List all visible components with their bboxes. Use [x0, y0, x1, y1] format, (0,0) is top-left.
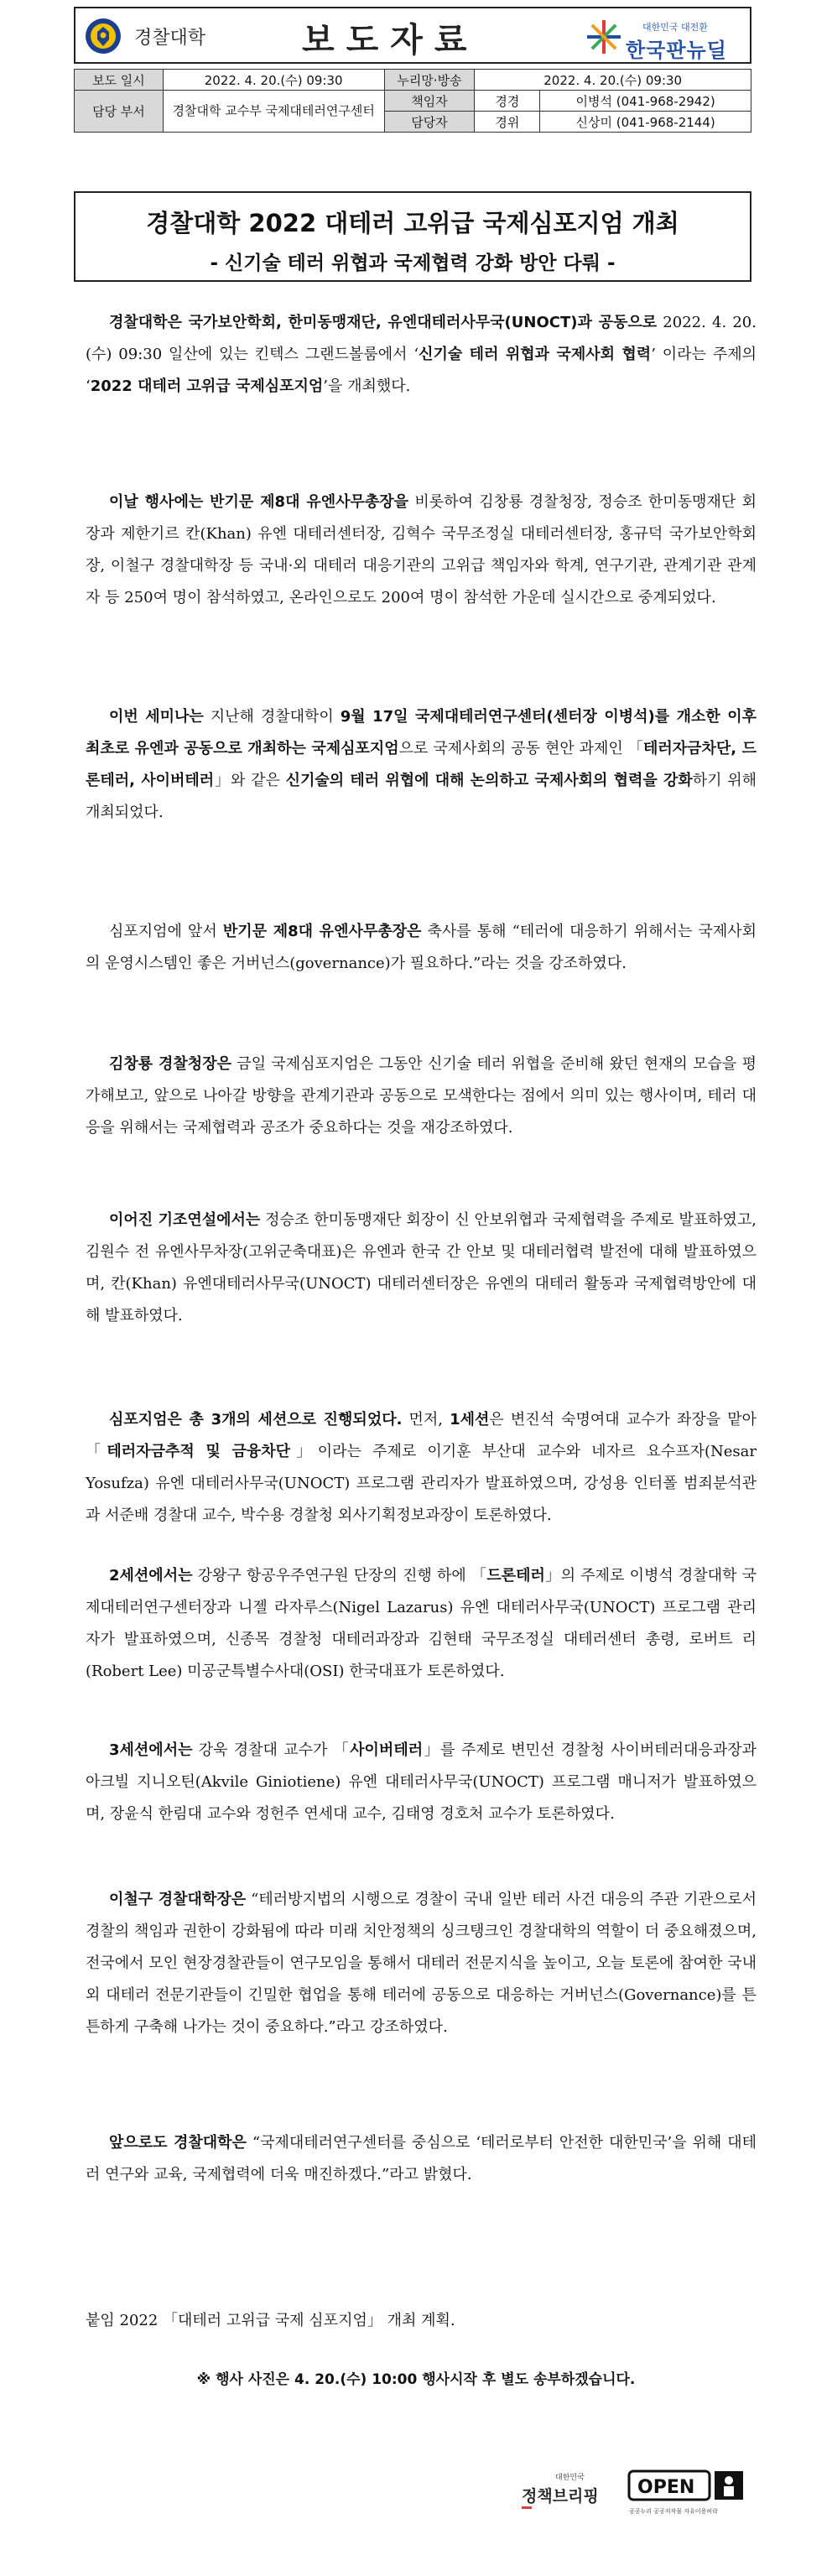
- release-date: 2022. 4. 20.(수) 09:30: [163, 70, 384, 91]
- para-text: “테러방지법의 시행으로 경찰이 국내 일반 테러 사건 대응의 주관 기관으로서 경찰의 책임과 권한이 강화됨에 따라 미래 치안정책의 싱크탱크인 경찰대학의 역할이 더 중요해졌으며, 전국에서 모인 현장경찰관들이 연구모임을 통해서 대테러 전문지식을 높이고, 오늘 토론에 참여한 국내외 대테러 전문기관들이 긴밀한 협업을 통해 테러에 공동으로 대응하는 거버넌스(Governance)를 튼튼하게 구축해 나가는 것이 중요하다.”라고 강조하였다.: [86, 1891, 757, 2036]
- logo2-sub-text: 공공누리 공공저작물 자유이용허락: [629, 2508, 718, 2515]
- contact-label: 담당자: [384, 112, 475, 133]
- kogl-open-logo: [627, 2466, 762, 2525]
- para-text: 」의 주제로 이병석 경찰대학 국제대테러연구센터장과 니젤 라자루스(Nigel Lazarus) 유엔 대테러사무국(UNOCT) 프로그램 관리자가 발표하였으며, 신종목 경찰청 대테러과장과 김현태 국무조정실 대테러센터 총령, 로버트 리(Robert Lee) 미공군특별수사대(OSI) 한국대표가 토론하였다.: [86, 1567, 757, 1680]
- header-banner: [74, 7, 751, 64]
- release-info-table: [74, 69, 751, 133]
- paragraph: [86, 1560, 757, 1688]
- para-text: 비롯하여 김창룡 경찰청장, 정승조 한미동맹재단 회장과 제한기르 칸(Khan) 유엔 대테러센터장, 김혁수 국무조정실 대테러센터장, 홍규덕 국가보안학회장, 이철구 경찰대학장 등 국내·외 대테러 대응기관의 고위급 책임자와 학계, 연구기관, 관계기관 관계자 등 250여 명이 참석하였고, 온라인으로도 200여 명이 참석한 가운데 실시간으로 중계되었다.: [86, 493, 757, 606]
- para-bold: 테러자금추적 및 금융차단: [107, 1443, 290, 1460]
- para-text: 」이라는 주제로 이기훈 부산대 교수와 네자르 요수프자(Nesar Yosufza) 유엔 대테러사무국(UNOCT) 프로그램 관리자가 발표하였으며, 강성용 인터폴 범죄분석관과 서준배 경찰대 교수, 박수용 경찰청 외사기획정보과장이 토론하였다.: [86, 1443, 757, 1524]
- para-text: 하기 위해 개최되었다.: [86, 772, 757, 821]
- org-name: 경찰대학: [134, 28, 206, 49]
- logo1-main-text: 정책브리핑: [522, 2487, 599, 2506]
- para-text: 」와 같은: [214, 772, 286, 789]
- paragraph: [86, 916, 757, 980]
- paragraph: [86, 1049, 757, 1144]
- new-deal-star-icon: [585, 18, 622, 55]
- para-text: 강왕구 항공우주연구원 단장의 진행 하에 「: [192, 1567, 487, 1585]
- contact-rank: 경위: [475, 112, 540, 133]
- para-bold: 3세션에서는: [109, 1741, 193, 1759]
- para-bold: 사이버테러: [350, 1741, 424, 1759]
- online-date: 2022. 4. 20.(수) 09:30: [475, 70, 751, 91]
- attachment-note: 붙임 2022 「대테러 고위급 국제 심포지엄」 개최 계획.: [86, 2312, 455, 2329]
- para-text: 먼저,: [402, 1411, 450, 1429]
- headline-box: [74, 191, 751, 282]
- sub-headline: - 신기술 테러 위협과 국제협력 강화 방안 다뤄 -: [210, 252, 616, 274]
- para-bold: 이번 세미나는: [109, 708, 204, 726]
- para-bold: 김창룡 경찰청장은: [109, 1055, 231, 1073]
- para-text: 심포지엄에 앞서: [109, 923, 223, 940]
- para-bold: 2022 대테러 고위급 국제심포지엄: [90, 377, 324, 395]
- para-bold: 앞으로도 경찰대학은: [109, 2134, 247, 2152]
- paragraph: [86, 1884, 757, 2043]
- para-bold: 이어진 기조연설에서는: [109, 1211, 261, 1229]
- para-text: “국제대테러연구센터를 중심으로 ‘테러로부터 안전한 대한민국’을 위해 대테러 연구와 교육, 국제협력에 더욱 매진하겠다.”라고 밝혔다.: [86, 2134, 757, 2183]
- para-text: 금일 국제심포지엄은 그동안 신기술 테러 위협을 준비해 왔던 현재의 모습을 평가해보고, 앞으로 나아갈 방향을 관계기관과 공동으로 모색한다는 점에서 의미 있는 행사이며, 테러 대응을 위해서는 국제협력과 공조가 중요하다는 것을 재강조하였다.: [86, 1055, 757, 1137]
- headline: 경찰대학 2022 대테러 고위급 국제심포지엄 개최: [146, 209, 679, 237]
- para-text: ’ 이라는 주제의 ‘: [86, 346, 757, 395]
- policy-briefing-logo: [518, 2466, 611, 2525]
- paragraph: [86, 2127, 757, 2191]
- para-bold: 이철구 경찰대학장은: [109, 1891, 247, 1908]
- para-bold: 심포지엄은 총 3개의 세션으로 진행되었다.: [109, 1411, 403, 1429]
- para-bold: 2세션에서는: [109, 1567, 193, 1585]
- logo2-main-text: OPEN: [637, 2477, 695, 2498]
- paragraph: [86, 307, 757, 403]
- para-bold: 테러자금차단, 드론테러, 사이버테러: [86, 740, 757, 789]
- para-text: 지난해 경찰대학이: [203, 708, 341, 726]
- para-text: ’을 개최했다.: [323, 377, 411, 395]
- para-text: 으로 국제사회의 공동 현안 과제인 「: [398, 740, 643, 757]
- para-bold: 9월 17일 국제대테러연구센터(센터장 이병석)를 개소한 이후 최초로 유엔과 공동으로 개최하는 국제심포지엄: [86, 708, 757, 757]
- release-label: 보도 일시: [75, 70, 164, 91]
- new-deal-logo: [582, 15, 741, 62]
- para-text: 축사를 통해 “테러에 대응하기 위해서는 국제사회의 운영시스템인 좋은 거버넌스(governance)가 필요하다.”라는 것을 강조하였다.: [86, 923, 757, 972]
- doc-type-title: 보도자료: [302, 21, 479, 60]
- online-label: 누리망·방송: [384, 70, 475, 91]
- dept-name: 경찰대학 교수부 국제대테러연구센터: [163, 91, 384, 133]
- para-bold: 신기술 테러 위협과 국제사회 협력: [419, 346, 652, 363]
- paragraph: [86, 701, 757, 829]
- paragraph: [86, 1205, 757, 1332]
- para-bold: 반기문 제8대 유엔사무총장은: [222, 923, 422, 940]
- para-text: 정승조 한미동맹재단 회장이 신 안보위협과 국제협력을 주제로 발표하였고, 김원수 전 유엔사무차장(고위군축대표)은 유엔과 한국 간 안보 및 대테러협력 발전에 대해 발표하였으며, 칸(Khan) 유엔대테러사무국(UNOCT) 대테러센터장은 유엔의 대테러 활동과 국제협력방안에 대해 발표하였다.: [86, 1211, 757, 1324]
- kogl-open-logo-mark: [627, 2466, 762, 2525]
- para-bold: 이날 행사에는 반기문 제8대 유엔사무총장을: [109, 493, 409, 511]
- para-text: 」를 주제로 변민선 경찰청 사이버테러대응과장과 아크빌 지니오틴(Akvile Giniotiene) 유엔 대테러사무국(UNOCT) 프로그램 매니저가 발표하였으며, 장윤식 한림대 교수와 정헌주 연세대 교수, 김태영 경호처 교수가 토론하였다.: [86, 1741, 757, 1823]
- responsible-rank: 경경: [475, 91, 540, 112]
- paragraph: [86, 1735, 757, 1830]
- responsible-name: 이병석 (041-968-2942): [540, 91, 751, 112]
- policy-briefing-logo-mark: [518, 2466, 611, 2525]
- para-text: 은 변진석 숙명여대 교수가 좌장을 맡아 「: [86, 1411, 757, 1460]
- brand-title: 한국판뉴딜: [626, 39, 727, 62]
- para-bold: 1세션: [450, 1411, 490, 1429]
- para-bold: 신기술의 테러 위협에 대해 논의하고 국제사회의 협력을 강화: [285, 772, 693, 789]
- para-text: 2022. 4. 20.(수) 09:30 일산에 있는 킨텍스 그랜드볼룸에서 ‘: [86, 314, 757, 363]
- dept-label: 담당 부서: [75, 91, 164, 133]
- para-bold: 경찰대학은 국가보안학회, 한미동맹재단, 유엔대테러사무국(UNOCT)과 공동으로: [109, 314, 658, 331]
- paragraph: [86, 1404, 757, 1532]
- para-text: 강욱 경찰대 교수가 「: [192, 1741, 351, 1759]
- photo-notice: ※ 행사 사진은 4. 20.(수) 10:00 행사시작 후 별도 송부하겠습니다.: [196, 2371, 636, 2388]
- brand-subtitle: 대한민국 대전환: [642, 22, 708, 33]
- logo1-top-text: 대한민국: [555, 2474, 585, 2482]
- responsible-label: 책임자: [384, 91, 475, 112]
- paragraph: [86, 487, 757, 614]
- contact-name: 신상미 (041-968-2144): [540, 112, 751, 133]
- para-bold: 드론테러: [486, 1567, 545, 1585]
- police-emblem-icon: [84, 17, 122, 55]
